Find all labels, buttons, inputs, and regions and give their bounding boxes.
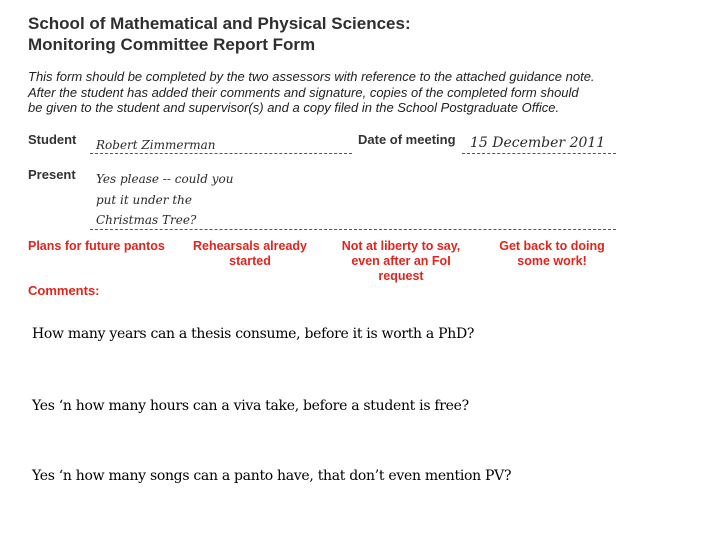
question-1: How many years can a thesis consume, before it is worth a PhD?	[32, 326, 475, 342]
comments-label: Comments:	[28, 283, 100, 298]
plans-text: some work!	[517, 254, 587, 268]
plans-text: request	[378, 269, 424, 283]
plans-text: Get back to doing	[499, 239, 605, 253]
plans-column-4	[492, 239, 612, 269]
present-line-3: Christmas Tree?	[96, 213, 197, 227]
plans-column-3	[336, 239, 466, 284]
plans-text: Rehearsals already	[193, 239, 307, 253]
instruction-line: This form should be completed by the two assessors with reference to the attached guidance note.	[28, 69, 595, 84]
form-title-line-1: School of Mathematical and Physical Sciences:	[28, 14, 411, 33]
form-title-line-2: Monitoring Committee Report Form	[28, 35, 316, 54]
plans-text: Not at liberty to say,	[341, 239, 461, 253]
plans-column-2	[190, 239, 310, 269]
question-2: Yes ‘n how many hours can a viva take, before a student is free?	[32, 398, 469, 414]
instruction-line: After the student has added their comments and signature, copies of the completed form should	[28, 84, 579, 100]
student-value: Robert Zimmerman	[96, 138, 216, 152]
form-instructions	[28, 69, 595, 116]
meeting-date-label: Date of meeting	[358, 132, 456, 147]
plans-text: even after an FoI	[351, 254, 451, 268]
question-3: Yes ‘n how many songs can a panto have, that don’t even mention PV?	[32, 468, 512, 484]
student-label: Student	[28, 132, 77, 147]
date-line	[462, 153, 616, 154]
present-label: Present	[28, 167, 76, 182]
present-line-2: put it under the	[96, 193, 192, 207]
student-line	[90, 153, 352, 154]
plans-text: Plans for future pantos	[28, 239, 165, 253]
meeting-date-value: 15 December 2011	[470, 135, 606, 151]
instruction-line: be given to the student and supervisor(s) and a copy filed in the School Postgraduate Office.	[28, 100, 560, 115]
plans-text: started	[229, 254, 271, 268]
present-line	[90, 229, 616, 230]
plans-label	[28, 239, 165, 254]
present-line-1: Yes please -- could you	[96, 172, 234, 186]
